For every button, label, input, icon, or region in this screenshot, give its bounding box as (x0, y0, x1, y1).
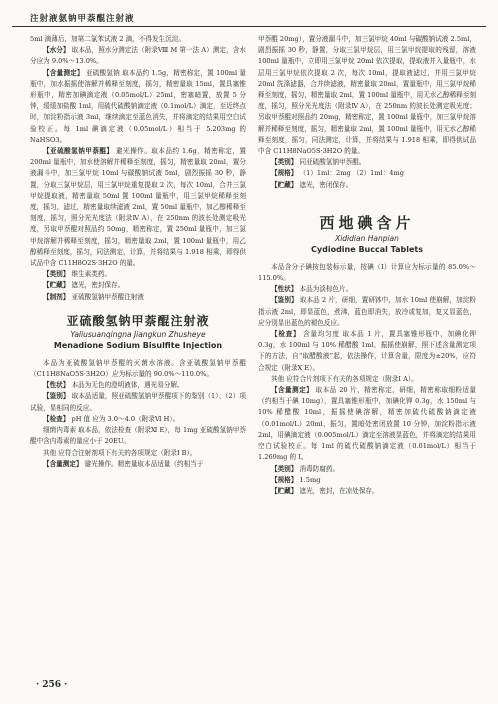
running-header (12, 10, 486, 27)
paragraph: 【鉴别】 取本品适量，照亚硫酸氢钠甲萘醌项下的鉴别（1）、（2）项试验，显相同的反应。 (30, 392, 247, 412)
running-title: 注射液氨钠甲萘醌注射液 (30, 14, 135, 24)
section-tag: 【性状】 (43, 381, 70, 390)
paragraph: 【含量测定】 亚硫酸氢钠 取本品约 1.5g，精密称定，置 100ml 量瓶中，加水振摇使溶解并稀释至刻度，摇匀，精密量取 15ml，置具塞锥形瓶中，精密加碘滴定液（0.05mol/L）25ml，密塞暗置，放置 5 分钟，缓缓加盐酸 1ml，用硫代硫酸钠滴定液（0.1mol/L）滴定，至近终点时，加淀粉指示液 3ml，继续滴定至蓝色消失，并将滴定的结果用空白试验校正。每 1ml 碘滴定液（0.05mol/L）相当于 5.203mg 的 NaHSO3。 (30, 68, 247, 144)
paragraph: 【检查】 含量均匀度 取本品 1 片，置具塞锥形瓶中，加碘化钾 0.3g，水 100ml 与 10% 稀醋酸 1ml，振摇使崩解，照下述含量测定项下的方法，自“取醋酸液”起，依法操作，计算含量，限度为±20%，应符合规定（附录Ⅹ E）。 (258, 330, 477, 372)
section-tag: 【检查】 (271, 330, 301, 339)
paragraph: 甲萘醌 20mg），置分液漏斗中，加三氯甲烷 40ml 与碳酸钠试液 2.5ml，剧烈振摇 30 秒，静置，分取三氯甲烷层，用三氯甲烷提取的残留，溶液 100ml 量瓶中，立即用三氯甲烷 20ml 依次提取，提取液并入量瓶中，水层用三氯甲烷依次提取 2 次，每次 10ml，提取液滤过，并用三氯甲烷 20ml 洗涤滤器，合并续滤液，精密量取 20ml，置量瓶中，用三氯甲烷稀释至刻度，摇匀，精密量取 2ml，置 100ml 量瓶中，用无水乙醇稀释至刻度，摇匀，照分光光度法（附录Ⅳ A），在 250nm 的波长处测定吸光度；另取甲萘醌对照品约 20mg，精密称定，置 100ml 量瓶中，加三氯甲烷溶解并稀释至刻度，摇匀，精密量取 2ml，置 100ml 量瓶中，用无水乙醇稀释至刻度，摇匀，同法测定，计算，并将结果与 1.918 相乘，即得供试品中含 C11H8NaO5S·3H2O 的量。 (258, 35, 476, 156)
paragraph: 5ml 滴薄后，加第二氯苯试液 2 滴，不得发生沉淀。 (30, 35, 185, 43)
section-tag: 【类别】 (271, 158, 298, 167)
section-tag: 【检查】 (43, 414, 70, 423)
section-tag: 【类别】 (271, 464, 298, 473)
section-tag: 【鉴别】 (43, 392, 70, 401)
section-tag: 【规格】 (271, 169, 298, 178)
paragraph: 细菌内毒素 取本品，依法检查（附录Ⅺ E），每 1mg 亚硫酸氢钠甲萘醌中含内毒素的量应小于 20EU。 (30, 426, 246, 446)
section-tag: 【含量测定】 (43, 68, 84, 77)
monograph-title-block (258, 213, 476, 256)
section-tag: 【鉴别】 (271, 296, 298, 305)
paragraph: 【亚硫酸氢钠甲萘醌】 避光操作。取本品约 1.6g，精密称定，置 200ml 量瓶中，加水使溶解并稀释至刻度，摇匀，精密量取 20ml，置分液漏斗中，加三氯甲烷 10ml 与碳酸钠试液 5ml，剧烈振摇 30 秒，静置，分取三氯甲烷层，用三氯甲烷重复提取 2 次，每次 10ml，合并三氯甲烷提取液，精密量取 50ml 置 100ml 量瓶中，用三氯甲烷稀释至刻度，摇匀，滤过，精密量取续滤液 2ml，置 50ml 量瓶中，加乙醇稀释至刻度，摇匀，照分光光度法（附录Ⅳ A），在 250nm 的波长处测定吸光度，另取甲萘醌对照品约 50mg，精密称定，置 250ml 量瓶中，加三氯甲烷溶解并稀释至刻度，摇匀，精密量取 2ml，置 100ml 量瓶中，用乙醇稀释至刻度，摇匀，同法测定，计算，并将结果与 1.918 相乘，即得供试品中含 C11H8O2S·3H2O 的量。 (30, 147, 247, 268)
paragraph: 【贮藏】 遮光，密封保存。 (43, 281, 125, 290)
monograph-title-pinyin: Yaliusuanqingna Jiangkun Zhusheye (70, 329, 206, 339)
section-tag: 【贮藏】 (271, 180, 298, 189)
paragraph: 【制剂】 亚硫酸氢钠甲萘醌注射液 (43, 292, 145, 301)
paragraph: 【检查】 pH 值 应为 3.0～4.0（附录Ⅵ H）。 (43, 414, 180, 423)
paragraph: 【类别】 消毒防腐药。 (271, 464, 340, 473)
paragraph: 【性状】 本品为无色的澄明液体，遇光易分解。 (43, 381, 184, 390)
section-tag: 【贮藏】 (271, 486, 298, 495)
monograph-title-pinyin: Xididian Hanpian (335, 233, 399, 243)
section-tag: 【亚硫酸氢钠甲萘醌】 (43, 147, 114, 156)
monograph-title-english: Cydiodine Buccal Tablets (311, 244, 423, 254)
section-tag: 【水分】 (43, 46, 70, 55)
right-column (258, 34, 476, 497)
paragraph: 【规格】 1.5mg (271, 475, 321, 484)
monograph-title-chinese: 西地碘含片 (319, 213, 415, 232)
paragraph: 【鉴别】 取本品 2 片，研细，置研钵中，加水 10ml 使崩解，加淀粉指示液 2ml，即显蓝色，煮沸，蓝色即消失，放冷或复加，复又显蓝色，应分别显出蓝色的褪色反应。 (258, 296, 477, 327)
page-number: · 256 · (36, 680, 68, 690)
paragraph: 【水分】 取本品，照水分测定法（附录Ⅷ M 第一法 A）测定，含水分应为 9.0%～13.0%。 (30, 46, 246, 66)
section-tag: 【贮藏】 (43, 281, 70, 290)
paragraph: 本品含分子碘按包装标示量，按碘（I）计算应为标示量的 85.0%～115.0%。 (258, 262, 476, 283)
paragraph: 【贮藏】 遮光，密闭保存。 (271, 180, 353, 189)
paragraph: 【类别】 同亚硫酸氢钠甲萘醌。 (271, 158, 366, 167)
section-tag: 【性状】 (271, 285, 298, 294)
left-column (30, 34, 246, 470)
paragraph: 【规格】 （1）1ml：2mg （2）1ml：4mg (271, 169, 404, 178)
paragraph: 【性状】 本品为淡棕色片。 (271, 285, 353, 294)
section-tag: 【含量测定】 (271, 386, 314, 395)
section-tag: 【制剂】 (43, 292, 70, 301)
paragraph: 其他 应符合注射剂项下有关的各项规定（附录Ⅰ B）。 (43, 448, 197, 457)
monograph-title-english: Menadione Sodium Bisulfite Injection (53, 340, 223, 350)
section-tag: 【含量测定】 (43, 459, 83, 468)
paragraph: 【类别】 维生素类药。 (43, 270, 112, 279)
paragraph: 【含量测定】 避光操作。精密量取本品适量（约相当于 (43, 459, 204, 468)
paragraph: 本品为亚硫酸氢钠甲萘醌的灭菌水溶液。含亚硫酸氢钠甲萘醌（C11H8NaO5S·3H2O）应为标示量的 90.0%～110.0%。 (30, 358, 246, 379)
section-tag: 【规格】 (271, 475, 298, 484)
section-tag: 【类别】 (43, 270, 70, 279)
paragraph: 【贮藏】 遮光，密封，在凉处保存。 (271, 486, 379, 495)
paragraph: 【含量测定】 取本品 20 片，精密称定，研细，精密称取细粉适量（约相当于碘 10mg），置具塞锥形瓶中，加碘化钾 0.3g，水 150ml 与 10% 稀醋酸 10ml，振摇使碘溶解，精密加硫代硫酸钠滴定液（0.01mol/L）20ml，振匀，置暗处密闭放置 10 分钟，加淀粉指示液 2ml，用碘滴定液（0.005mol/L）滴定至溶液显蓝色，并将滴定的结果用空白试验校正。每 1ml 的硫代硫酸钠滴定液（0.01mol/L）相当于 1.269mg 的 I。 (258, 386, 476, 462)
monograph-title-block (30, 313, 246, 352)
monograph-title-chinese: 亚硫酸氢钠甲萘醌注射液 (66, 313, 210, 328)
paragraph: 其他 应符合片剂项下有关的各项规定（附录Ⅰ A）。 (271, 374, 418, 383)
